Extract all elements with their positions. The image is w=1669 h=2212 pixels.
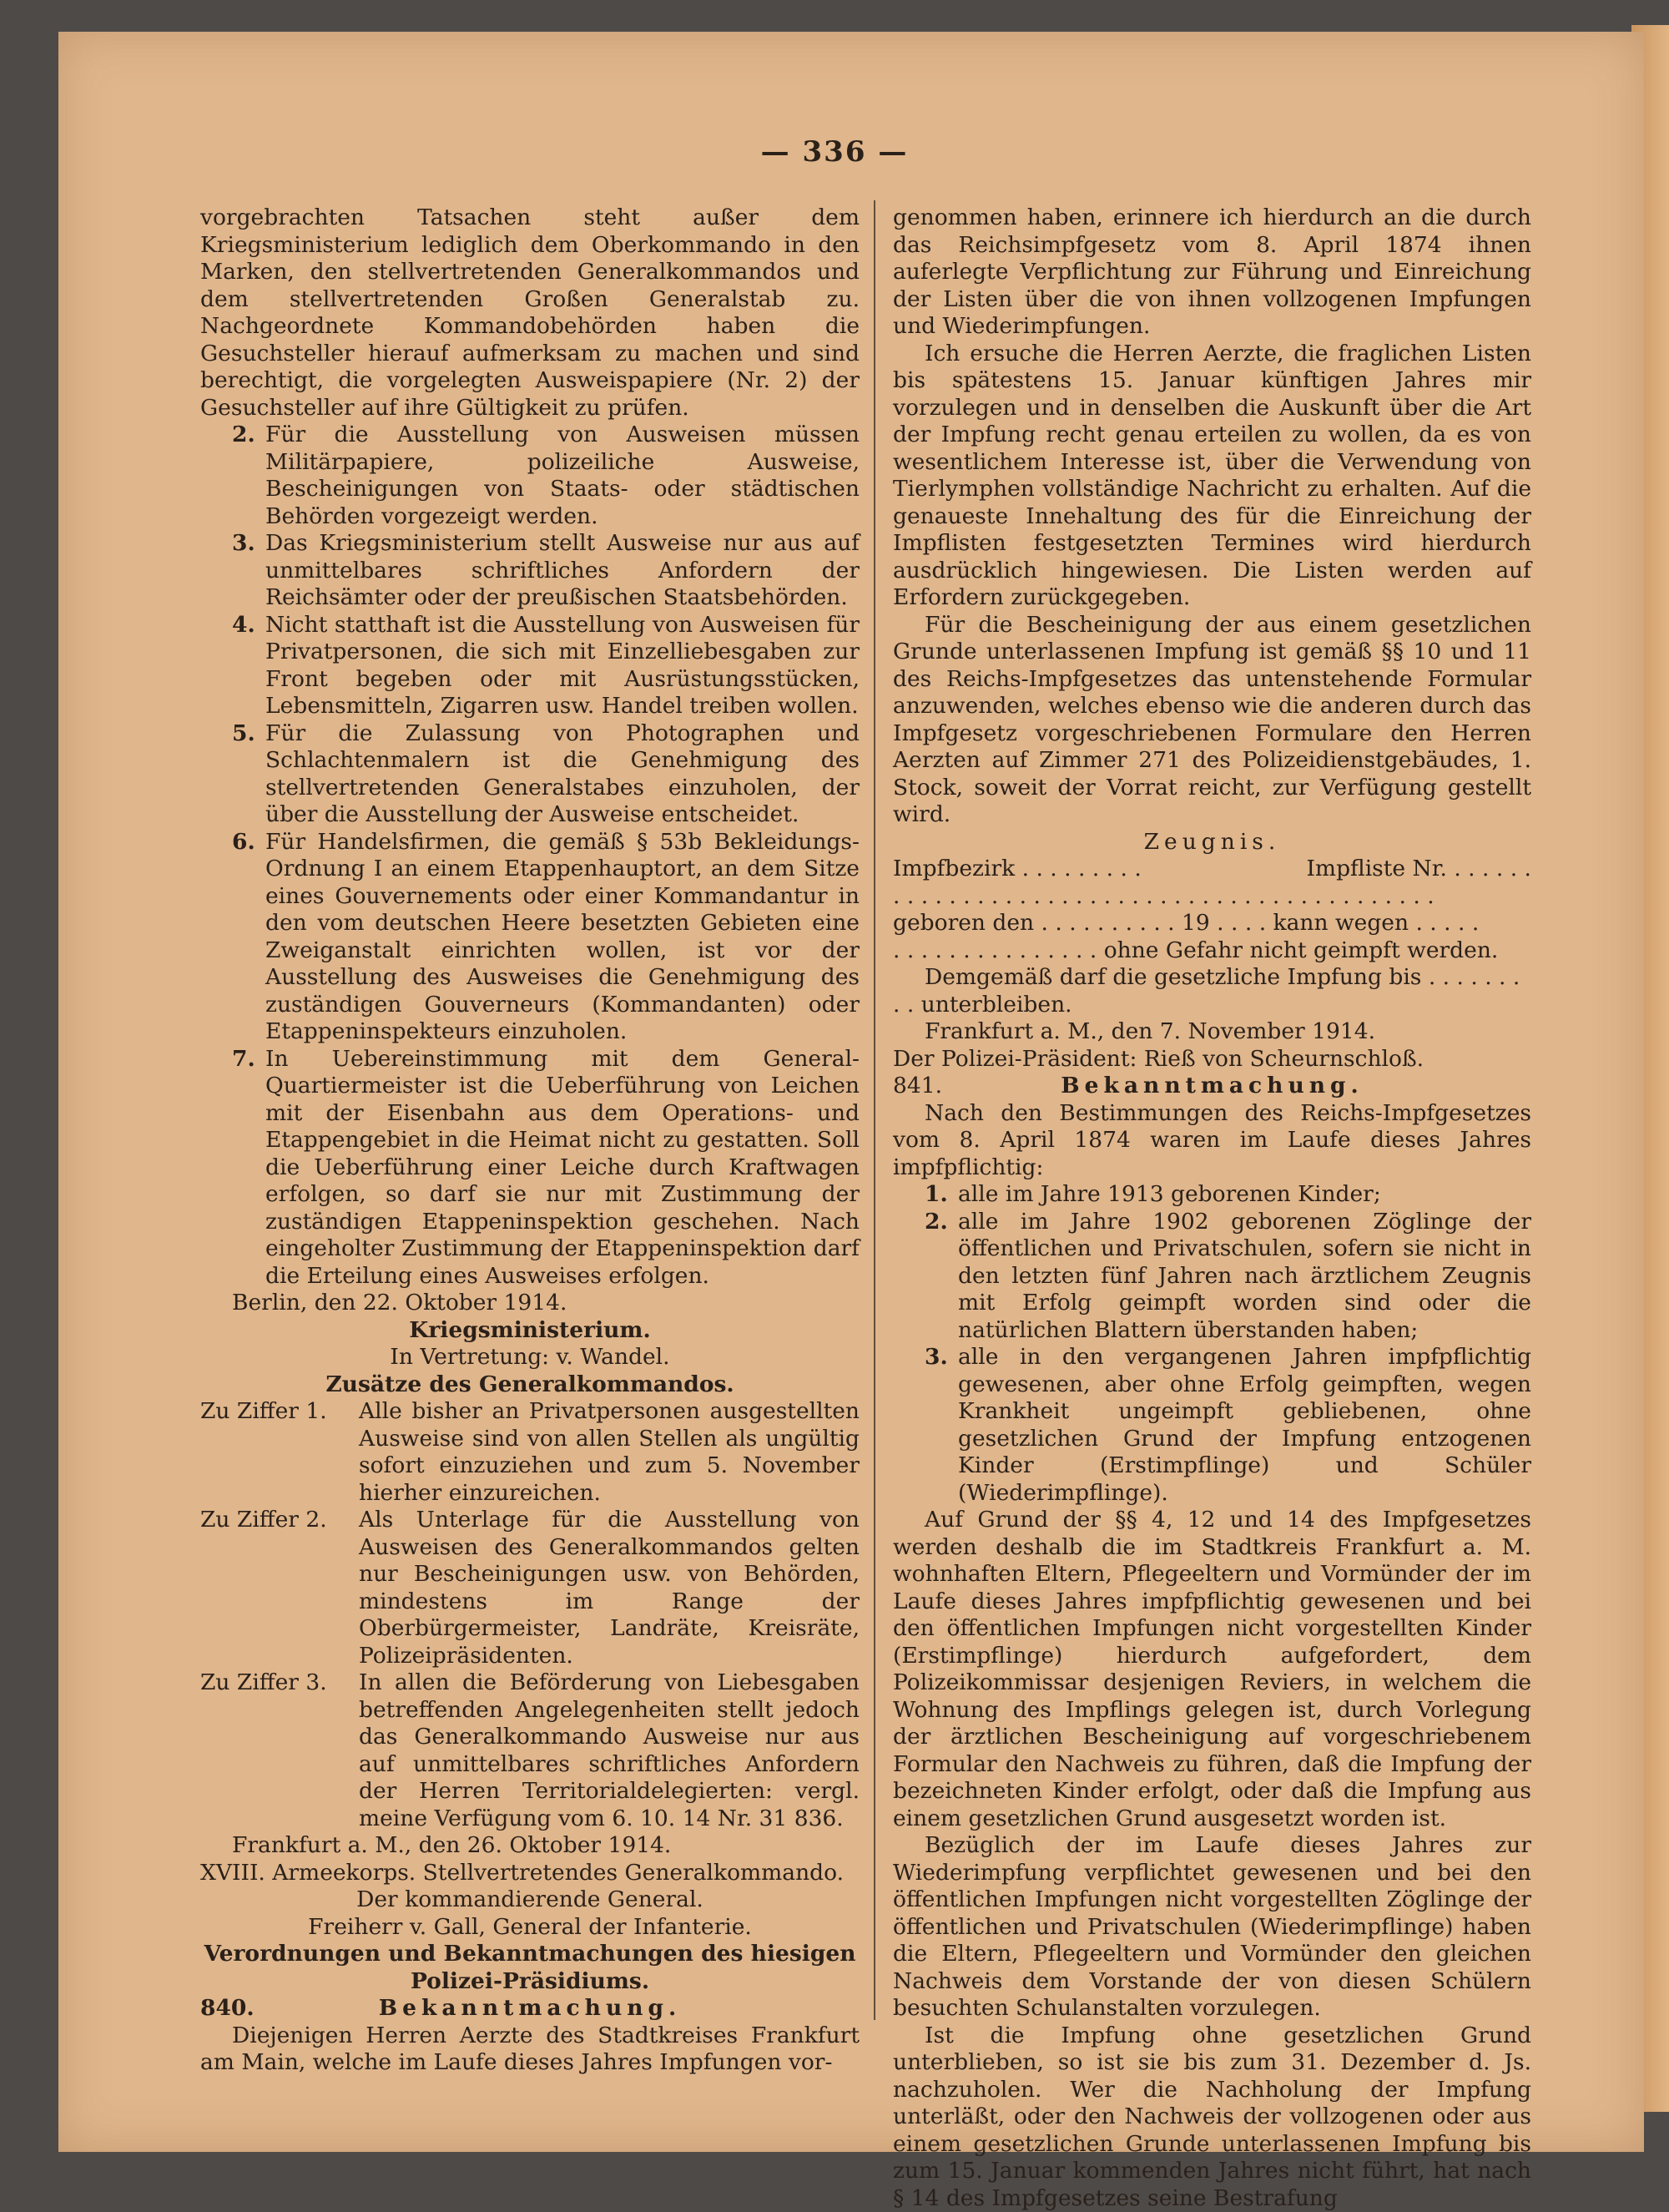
list-item — [893, 1181, 1531, 1209]
dateline: Frankfurt a. M., den 7. November 1914. — [893, 1018, 1531, 1046]
ziffer-entry — [200, 1507, 860, 1669]
dateline: Frankfurt a. M., den 26. Oktober 1914. — [200, 1832, 860, 1860]
list-item — [893, 1344, 1531, 1507]
item-text: Das Kriegsministerium stellt Ausweise nur aus auf unmittelbares schriftliches Anfordern der Reichsämter oder der preußischen Staatsbehörden. — [265, 530, 860, 610]
ziffer-label: Zu Ziffer 3. — [200, 1669, 327, 1697]
item-text: Für die Zulassung von Photographen und Schlachtenmalern ist die Genehmigung des stellvertretenden Generalstabes einzuholen, der über die Ausstellung der Ausweise entscheidet. — [265, 720, 860, 828]
list-item — [200, 829, 860, 1046]
item-number: 3. — [925, 1344, 948, 1371]
ziffer-entry — [200, 1669, 860, 1832]
left-column — [200, 205, 860, 2077]
announcement-title: Bekanntmachung. — [200, 1995, 860, 2023]
announcement-heading — [200, 1995, 860, 2023]
paragraph: Auf Grund der §§ 4, 12 und 14 des Impfgesetzes werden deshalb die im Stadtkreis Frankfurt a. M. wohnhaften Eltern, Pflegeeltern und Vormünder der im Laufe dieses Jahres impfpflichtig gewesenen und bei den öffentlichen Impfungen nicht vorgestellten Kinder (Erstimpflinge) hierdurch aufgefordert, dem Polizeikommissar desjenigen Reviers, in welchem die Wohnung des Impflings gelegen ist, durch Vorlegung der ärztlichen Bescheinigung auf vorgeschriebenem Formular den Nachweis zu führen, daß die Impfung der bezeichneten Kinder erfolgt, oder daß die Impfung aus einem gesetzlichen Grund ausgesetzt worden ist. — [893, 1507, 1531, 1832]
list-item — [200, 422, 860, 530]
form-dotted-line: . . . . . . . . . . . . . . . . . . . . . . . . . . . . . . . . . . . . . . . — [893, 883, 1531, 911]
announcement-heading — [893, 1073, 1531, 1100]
president-signature: Der Polizei-Präsident: Rieß von Scheurnschloß. — [893, 1046, 1531, 1073]
announcement-title: Bekanntmachung. — [893, 1073, 1531, 1100]
paragraph: genommen haben, erinnere ich hierdurch an die durch das Reichsimpfgesetz vom 8. April 1874 ihnen auferlegte Verpflichtung zur Führung und Einreichung der Listen über die von ihnen vollzogenen Impfungen und Wiederimpfungen. — [893, 205, 1531, 341]
paragraph: Ich ersuche die Herren Aerzte, die fraglichen Listen bis spätestens 15. Januar künftigen Jahres mir vorzulegen und in denselben die Auskunft über die Art der Impfung recht genau erteilen zu wollen, da es von wesentlichem Interesse ist, über die Verwendung von Tierlymphen vollständige Nachricht zu erhalten. Auf die genaueste Innehaltung des für die Einreichung der Impflisten festgesetzten Termines wird hierdurch ausdrücklich hingewiesen. Die Listen werden auf Erfordern zurückgegeben. — [893, 341, 1531, 612]
item-text: alle im Jahre 1913 geborenen Kinder; — [958, 1181, 1381, 1207]
item-text: Für die Ausstellung von Ausweisen müssen Militärpapiere, polizeiliche Ausweise, Bescheinigungen von Staats- oder städtischen Behörden vorgezeigt werden. — [265, 422, 860, 529]
item-number: 7. — [232, 1046, 255, 1073]
form-row — [893, 856, 1531, 883]
vertretung-signature: In Vertretung: v. Wandel. — [200, 1344, 860, 1371]
item-number: 4. — [232, 612, 255, 639]
announcement-paragraph: Diejenigen Herren Aerzte des Stadtkreises Frankfurt am Main, welche im Laufe dieses Jahres Impfungen vor- — [200, 2023, 860, 2077]
list-item — [200, 720, 860, 829]
form-field-impfbezirk: Impfbezirk . . . . . . . . . — [893, 856, 1142, 883]
zeugnis-heading: Zeugnis. — [893, 829, 1531, 856]
general-line: Der kommandierende General. — [200, 1886, 860, 1914]
ministry-name: Kriegsministerium. — [200, 1317, 860, 1345]
ziffer-label: Zu Ziffer 1. — [200, 1398, 327, 1426]
dateline: Berlin, den 22. Oktober 1914. — [200, 1290, 860, 1317]
section-heading: Verordnungen und Bekanntmachungen des hiesigen Polizei-Präsidiums. — [200, 1941, 860, 1995]
list-item — [200, 1046, 860, 1290]
intro-paragraph: vorgebrachten Tatsachen steht außer dem Kriegsministerium lediglich dem Oberkommando in den Marken, den stellvertretenden Generalkommandos und dem stellvertretenden Großen Generalstab zu. Nachgeordnete Kommandobehörden haben die Gesuchsteller hierauf aufmerksam zu machen und sind berechtigt, die vorgelegten Ausweispapiere (Nr. 2) der Gesuchsteller auf ihre Gültigkeit zu prüfen. — [200, 205, 860, 422]
announcement-number: 841. — [893, 1073, 942, 1100]
ziffer-text: In allen die Beförderung von Liebesgaben betreffenden Angelegenheiten stellt jedoch das Generalkommando Ausweise nur aus auf unmittelbares schriftliches Anfordern der Herren Territorialdelegierten: vergl. meine Verfügung vom 6. 10. 14 Nr. 31 836. — [359, 1669, 860, 1831]
item-number: 2. — [925, 1209, 948, 1236]
item-number: 6. — [232, 829, 255, 856]
list-item — [893, 1209, 1531, 1345]
paragraph: Nach den Bestimmungen des Reichs-Impfgesetzes vom 8. April 1874 waren im Laufe dieses Jahres impfpflichtig: — [893, 1100, 1531, 1182]
paragraph: Für die Bescheinigung der aus einem gesetzlichen Grunde unterlassenen Impfung ist gemäß §§ 10 und 11 des Reichs-Impfgesetzes das untenstehende Formular anzuwenden, welches ebenso wie die anderen durch das Impfgesetz vorgeschriebenen Formulare den Herren Aerzten auf Zimmer 271 des Polizeidienstgebäudes, 1. Stock, soweit der Vorrat reicht, zur Verfügung gestellt wird. — [893, 612, 1531, 829]
list-item — [200, 530, 860, 612]
item-text: Nicht statthaft ist die Ausstellung von Ausweisen für Privatpersonen, die sich mit Einzelliebesgaben zur Front begeben oder mit Ausrüstungsstücken, Lebensmitteln, Zigarren usw. Handel treiben wollen. — [265, 612, 860, 720]
item-text: In Uebereinstimmung mit dem General-Quartiermeister ist die Ueberführung von Leichen mit der Eisenbahn aus dem Operations- und Etappengebiet in die Heimat nicht zu gestatten. Soll die Ueberführung einer Leiche durch Kraftwagen erfolgen, so darf sie nur mit Zustimmung der zuständigen Etappeninspektion geschehen. Nach eingeholter Zustimmung der Etappeninspektion darf die Erteilung eines Ausweises erfolgen. — [265, 1046, 860, 1289]
form-line: Demgemäß darf die gesetzliche Impfung bis . . . . . . . . . unterbleiben. — [893, 964, 1531, 1018]
list-item — [200, 612, 860, 720]
paragraph: Bezüglich der im Laufe dieses Jahres zur Wiederimpfung verpflichtet gewesenen und bei den öffentlichen Impfungen nicht vorgestellten Zöglinge der öffentlichen und Privatschulen (Wiederimpflinge) haben die Eltern, Pflegeeltern und Vormünder den gleichen Nachweis dem Vorstande der von diesen Schülern besuchten Schulanstalten vorzulegen. — [893, 1832, 1531, 2023]
ziffer-label: Zu Ziffer 2. — [200, 1507, 327, 1534]
item-text: Für Handelsfirmen, die gemäß § 53b Bekleidungs-Ordnung I an einem Etappenhauptort, an dem Sitze eines Gouvernements oder einer Kommandantur in den vom deutschen Heere besetzten Gebieten eine Zweiganstalt einrichten wollen, ist vor der Ausstellung des Ausweises die Genehmigung des zuständigen Gouverneurs (Kommandanten) oder Etappeninspekteurs einzuholen. — [265, 829, 860, 1045]
ziffer-text: Alle bisher an Privatpersonen ausgestellten Ausweise sind von allen Stellen als ungültig sofort einzuziehen und zum 5. November hierher einzureichen. — [359, 1398, 860, 1506]
korps-line: XVIII. Armeekorps. Stellvertretendes Generalkommando. — [200, 1860, 860, 1887]
item-number: 2. — [232, 422, 255, 449]
gall-signature: Freiherr v. Gall, General der Infanterie. — [200, 1914, 860, 1942]
item-number: 1. — [925, 1181, 948, 1209]
page-number: — 336 — — [0, 135, 1669, 169]
form-line: . . . . . . . . . . . . . . . ohne Gefahr nicht geimpft werden. — [893, 937, 1531, 965]
right-column — [893, 205, 1531, 2212]
item-number: 5. — [232, 720, 255, 748]
item-text: alle im Jahre 1902 geborenen Zöglinge der öffentlichen und Privatschulen, sofern sie nicht in den letzten fünf Jahren nach ärztlichem Zeugnis mit Erfolg geimpft worden sind oder die natürlichen Blattern überstanden haben; — [958, 1209, 1531, 1343]
paragraph: Ist die Impfung ohne gesetzlichen Grund unterblieben, so ist sie bis zum 31. Dezember d. Js. nachzuholen. Wer die Nachholung der Impfung unterläßt, oder den Nachweis der vollzogenen oder aus einem gesetzlichen Grunde unterlassenen Impfung bis zum 15. Januar kommenden Jahres nicht führt, hat nach § 14 des Impfgesetzes seine Bestrafung — [893, 2023, 1531, 2212]
zusaetze-heading: Zusätze des Generalkommandos. — [200, 1371, 860, 1399]
form-field-impfliste: Impfliste Nr. . . . . . . — [1306, 856, 1531, 883]
ziffer-entry — [200, 1398, 860, 1507]
announcement-number: 840. — [200, 1995, 255, 2023]
ziffer-text: Als Unterlage für die Ausstellung von Ausweisen des Generalkommandos gelten nur Bescheinigungen usw. von Behörden, mindestens im Range der Oberbürgermeister, Landräte, Kreisräte, Polizeipräsidenten. — [359, 1507, 860, 1669]
column-divider — [874, 200, 875, 2020]
item-number: 3. — [232, 530, 255, 558]
item-text: alle in den vergangenen Jahren impfpflichtig gewesenen, aber ohne Erfolg geimpften, wegen Krankheit ungeimpft gebliebenen, ohne gesetzlichen Grund der Impfung entzogenen Kinder (Erstimpflinge) und Schüler (Wiederimpflinge). — [958, 1344, 1531, 1506]
form-line: geboren den . . . . . . . . . . 19 . . . . kann wegen . . . . . — [893, 910, 1531, 937]
